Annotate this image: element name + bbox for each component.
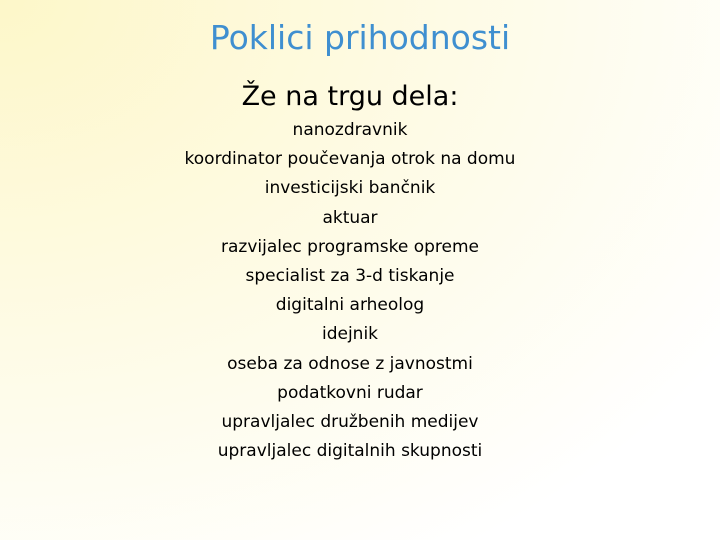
list-item: nanozdravnik: [292, 120, 408, 140]
slide-subtitle: Že na trgu dela:: [241, 81, 459, 112]
list-item: oseba za odnose z javnostmi: [227, 353, 473, 374]
list-item: upravljalec družbenih medijev: [221, 412, 479, 433]
list-item: koordinator poučevanja otrok na domu: [184, 149, 516, 170]
list-item: specialist za 3-d tiskanje: [245, 266, 455, 287]
list-item: investicijski bančnik: [264, 178, 436, 199]
professions-list: [0, 116, 700, 466]
list-item: aktuar: [322, 207, 378, 228]
list-item: podatkovni rudar: [277, 382, 423, 403]
list-item: digitalni arheolog: [275, 295, 425, 316]
list-item: razvijalec programske opreme: [221, 236, 479, 257]
slide-title: Poklici prihodnosti: [209, 18, 511, 57]
list-item: idejnik: [321, 324, 379, 345]
list-item: upravljalec digitalnih skupnosti: [217, 441, 483, 462]
